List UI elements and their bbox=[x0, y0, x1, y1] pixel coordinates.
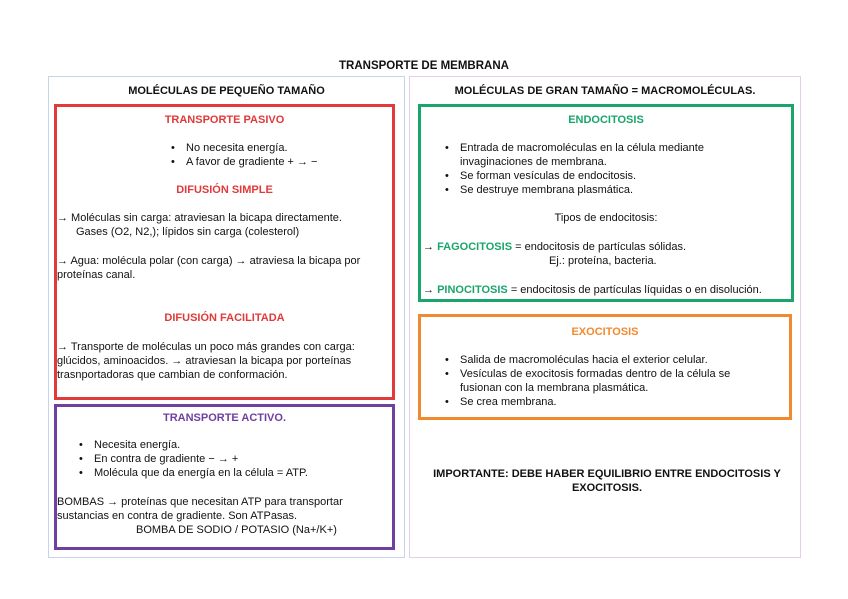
pumps-text: sustancias en contra de gradiente. Son ATPasas. bbox=[57, 510, 298, 522]
important-note: IMPORTANTE: DEBE HABER EQUILIBRIO ENTRE ENDOCITOSIS Y EXOCITOSIS. bbox=[433, 468, 781, 494]
simple-diffusion-text: → Agua: molécula polar (con carga) → atraviesa la bicapa por bbox=[57, 255, 361, 267]
facilitated-diffusion-title: DIFUSIÓN FACILITADA bbox=[164, 312, 285, 324]
endocytosis-bullet: • Se destruye membrana plasmática. bbox=[460, 183, 633, 197]
pinocytosis-text: = endocitosis de partículas líquidas o en disolución. bbox=[507, 284, 762, 296]
arrow: → bbox=[423, 241, 434, 253]
phagocytosis-text: = endocitosis de partículas sólidas. bbox=[512, 241, 687, 253]
endocytosis-types: Tipos de endocitosis: bbox=[554, 212, 658, 224]
endocytosis-title: ENDOCITOSIS bbox=[568, 114, 644, 126]
exocytosis-bullet-cont: fusionan con la membrana plasmática. bbox=[460, 382, 649, 394]
exocytosis-bullet: • Se crea membrana. bbox=[460, 395, 557, 409]
endocytosis-box bbox=[418, 104, 794, 302]
phagocytosis-line bbox=[423, 240, 686, 254]
endocytosis-bullet: • Entrada de macromoléculas en la célula mediante bbox=[460, 141, 704, 155]
active-bullet: • En contra de gradiente − → + bbox=[94, 452, 238, 466]
simple-diffusion-title: DIFUSIÓN SIMPLE bbox=[176, 184, 273, 196]
page-title: TRANSPORTE DE MEMBRANA bbox=[339, 60, 509, 72]
phagocytosis-example: Ej.: proteína, bacteria. bbox=[549, 255, 657, 267]
small-molecules-header: MOLÉCULAS DE PEQUEÑO TAMAÑO bbox=[128, 85, 325, 97]
active-transport-title: TRANSPORTE ACTIVO. bbox=[162, 412, 287, 424]
facilitated-diffusion-text: → Transporte de moléculas un poco más grandes con carga: bbox=[57, 341, 355, 353]
active-bullet: • Necesita energía. bbox=[94, 438, 180, 452]
facilitated-diffusion-text: glúcidos, aminoacidos. → atraviesan la bicapa por porteínas bbox=[57, 355, 352, 367]
pinocytosis-line bbox=[423, 283, 762, 297]
pumps-text: BOMBA DE SODIO / POTASIO (Na+/K+) bbox=[136, 524, 337, 536]
endocytosis-bullet: • Se forman vesículas de endocitosis. bbox=[460, 169, 636, 183]
simple-diffusion-text: Gases (O2, N2,); lípidos sin carga (colesterol) bbox=[76, 226, 300, 238]
endocytosis-bullet-cont: invaginaciones de membrana. bbox=[460, 156, 607, 168]
simple-diffusion-text: → Moléculas sin carga: atraviesan la bicapa directamente. bbox=[57, 212, 342, 224]
active-bullet: • Molécula que da energía en la célula = ATP. bbox=[94, 466, 308, 480]
passive-transport-title: TRANSPORTE PASIVO bbox=[164, 114, 285, 126]
passive-bullet: • A favor de gradiente + → − bbox=[186, 155, 317, 169]
passive-bullet: • No necesita energía. bbox=[186, 141, 288, 155]
pumps-text: BOMBAS → proteínas que necesitan ATP para transportar bbox=[57, 496, 343, 508]
large-molecules-header: MOLÉCULAS DE GRAN TAMAÑO = MACROMOLÉCULAS. bbox=[454, 85, 756, 97]
exocytosis-bullet: • Vesículas de exocitosis formadas dentro de la célula se bbox=[460, 367, 730, 381]
simple-diffusion-text: proteínas canal. bbox=[57, 269, 136, 281]
pinocytosis-label: PINOCITOSIS bbox=[437, 284, 508, 296]
exocytosis-bullet: • Salida de macromoléculas hacia el exterior celular. bbox=[460, 353, 708, 367]
phagocytosis-label: FAGOCITOSIS bbox=[437, 241, 513, 253]
exocytosis-title: EXOCITOSIS bbox=[571, 326, 639, 338]
facilitated-diffusion-text: trasnportadoras que cambian de conformación. bbox=[57, 369, 288, 381]
arrow: → bbox=[423, 284, 434, 296]
